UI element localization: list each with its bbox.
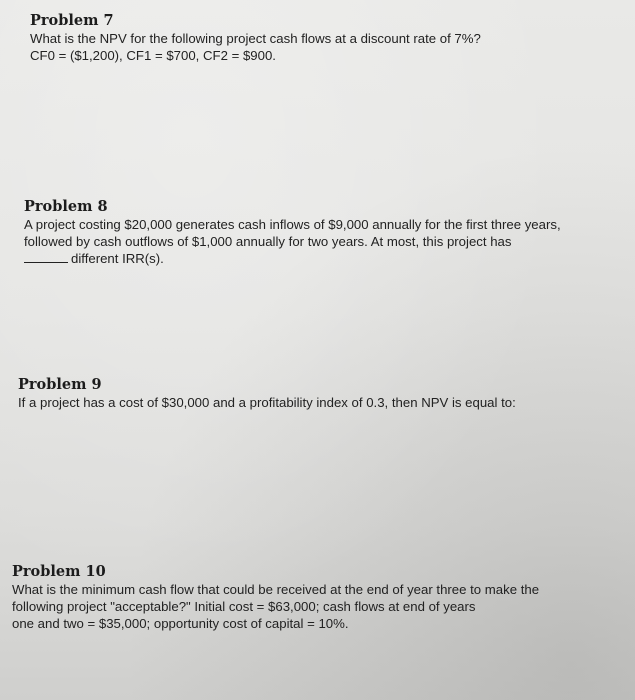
- problem-9: [18, 376, 516, 411]
- problem-text-line-with-blank: [24, 250, 561, 267]
- problem-text-line: What is the minimum cash flow that could be received at the end of year three to make the: [12, 582, 540, 597]
- problem-title: Problem 8: [24, 198, 108, 215]
- problem-text-line: A project costing $20,000 generates cash inflows of $9,000 annually for the first three years,: [24, 217, 561, 232]
- problem-text-line: following project "acceptable?" Initial cost = $63,000; cash flows at end of years: [12, 599, 476, 614]
- problem-10: [12, 563, 539, 632]
- problem-text-fragment: different IRR(s).: [71, 251, 164, 266]
- problem-title: Problem 10: [12, 563, 106, 580]
- problem-title: Problem 9: [18, 376, 102, 393]
- problem-text-line: one and two = $35,000; opportunity cost of capital = 10%.: [12, 616, 349, 631]
- problem-8: [24, 198, 561, 267]
- problem-text-line: followed by cash outflows of $1,000 annually for two years. At most, this project has: [24, 234, 512, 249]
- problem-text-line: CF0 = ($1,200), CF1 = $700, CF2 = $900.: [30, 48, 276, 63]
- answer-blank: [24, 251, 68, 263]
- problem-text-line: If a project has a cost of $30,000 and a profitability index of 0.3, then NPV is equal to:: [18, 395, 516, 410]
- problem-title: Problem 7: [30, 12, 114, 29]
- problem-7: [30, 12, 481, 64]
- problem-text-line: What is the NPV for the following project cash flows at a discount rate of 7%?: [30, 31, 481, 46]
